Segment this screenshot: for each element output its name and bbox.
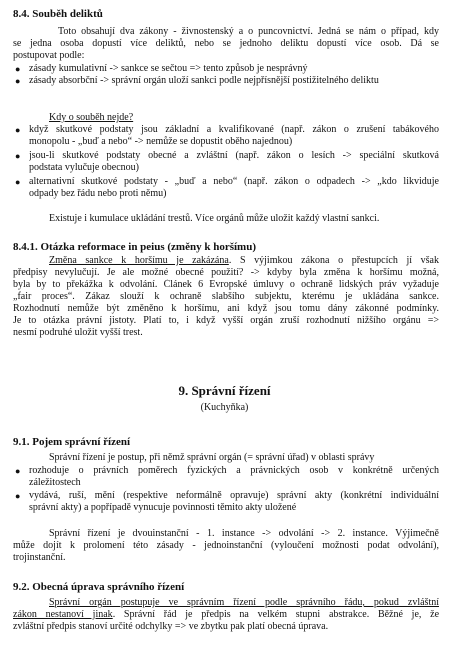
paragraph-line: byla by to překážka k odvolání. Článek 6 Evropské úmluvy o ochraně lidských práv vyžaduje <box>13 279 439 290</box>
section-heading-8-4: 8.4. Souběh deliktů <box>13 8 103 20</box>
bullet-icon: ● <box>15 491 21 501</box>
list-item-cont: podstata vylučuje obecnou) <box>29 162 139 173</box>
paragraph-line: může dojít k prolomení této zásady - jednoinstanční (vyloučení možnosti podat odvolání), <box>13 540 439 551</box>
section-heading-9-2: 9.2. Obecná úprava správního řízení <box>13 581 185 593</box>
paragraph-line: trojinstanční. <box>13 552 66 563</box>
paragraph-text: . Správní řád je předpis na velkém stupni abstrakce. Běžné je, že <box>112 609 439 620</box>
list-item-cont: monopolu - „buď a nebo“ -> nemůže se dopustit oběho najednou) <box>29 136 293 147</box>
section-heading-8-4-1: 8.4.1. Otázka reformace in peius (změny k horšímu) <box>13 241 256 253</box>
underlined-phrase: zákon nestanoví jinak <box>13 609 113 620</box>
list-item-cont: záležitostech <box>29 477 81 488</box>
list-item-cont: správní akty) a popřípadě vynucuje povinnosti těmito akty uložené <box>29 502 297 513</box>
bullet-icon: ● <box>15 125 21 135</box>
section-heading-9-1: 9.1. Pojem správní řízení <box>13 436 131 448</box>
list-item: vydává, ruší, mění (respektive neformálně opravuje) správní akty (konkrétní individuální <box>29 490 439 501</box>
bullet-icon: ● <box>15 466 21 476</box>
paragraph-line: Správní řízení je dvouinstanční - 1. instance -> odvolání -> 2. instance. Výjimečně <box>49 528 439 539</box>
paragraph-line: předpisy nevylučují. Je ale možné obecné použití? -> kdyby byla změna k horšímu možná, <box>13 267 439 278</box>
paragraph-line <box>13 609 439 621</box>
paragraph-line: nesmí podruhé uložit vyšší trest. <box>13 327 143 338</box>
chapter-subtitle: (Kuchyňka) <box>200 402 249 413</box>
bullet-icon: ● <box>15 64 21 74</box>
bullet-icon: ● <box>15 151 21 161</box>
bullet-icon: ● <box>15 76 21 86</box>
paragraph-line: se jedna osoba dopustí více deliktů, nebo se jednoho deliktu dopustí více osob. Dá se <box>13 38 439 49</box>
paragraph-line: postupovat podle: <box>13 50 85 61</box>
underlined-phrase: Změna sankce k horšímu je zakázána <box>49 255 229 266</box>
list-item-cont: odpady bez řádu nebo proti němu) <box>29 188 167 199</box>
paragraph-line: Existuje i kumulace ukládání trestů. Více orgánů může uložit každý vlastní sankci. <box>49 213 380 224</box>
bullet-icon: ● <box>15 177 21 187</box>
paragraph-line: Správní řízení je postup, při němž správní orgán (= správní úřad) v oblasti správy <box>49 452 375 463</box>
list-item: alternativní skutkové podstaty - „buď a nebo“ (např. zákon o odpadech -> „kdo likviduje <box>29 176 439 187</box>
paragraph-line: Toto obsahují dva zákony - živnostenský a o puncovnictví. Jedná se nám o případ, kdy <box>58 26 439 37</box>
list-item: jsou-li skutkové podstaty obecné a zvláštní (např. zákon o lesích -> speciální skutková <box>29 150 439 161</box>
paragraph-line: Správní orgán postupuje ve správním řízení podle správního řádu, pokud zvláštní <box>49 597 439 608</box>
list-item: zásady kumulativní -> sankce se sečtou => tento způsob je nesprávný <box>29 63 308 74</box>
paragraph-line: zvláštní předpis stanoví určité odchylky => ve zbytku pak platí obecná úprava. <box>13 621 329 632</box>
paragraph-text: . S výjimkou zákona o přestupcích jí však <box>228 255 439 266</box>
paragraph-line: Je to otázka právní jistoty. Platí to, i když vyšší orgán zruší rozhodnutí nižšího orgánu => <box>13 315 439 326</box>
paragraph-line: „fair proces“. Zákaz slouží k ochraně slabšího subjektu, kterému je ukládána sankce. <box>13 291 439 302</box>
list-item: když skutkové podstaty jsou základní a kvalifikované (např. zákon o zrušení tabákového <box>29 124 439 135</box>
list-item: rozhoduje o právních poměrech fyzických a právnických osob v konkrétně určených <box>29 465 439 476</box>
question-heading: Kdy o souběh nejde? <box>49 112 134 123</box>
paragraph-line: Rozhodnutí nemůže být změněno k horšímu, ani když jsou tomu dány zákonné podmínky. <box>13 303 439 314</box>
paragraph-line <box>13 255 439 267</box>
chapter-title: 9. Správní řízení <box>178 383 271 398</box>
list-item: zásady absorbční -> správní orgán uloží sankci podle nejpřísnější postižitelného deliktu <box>29 75 379 86</box>
